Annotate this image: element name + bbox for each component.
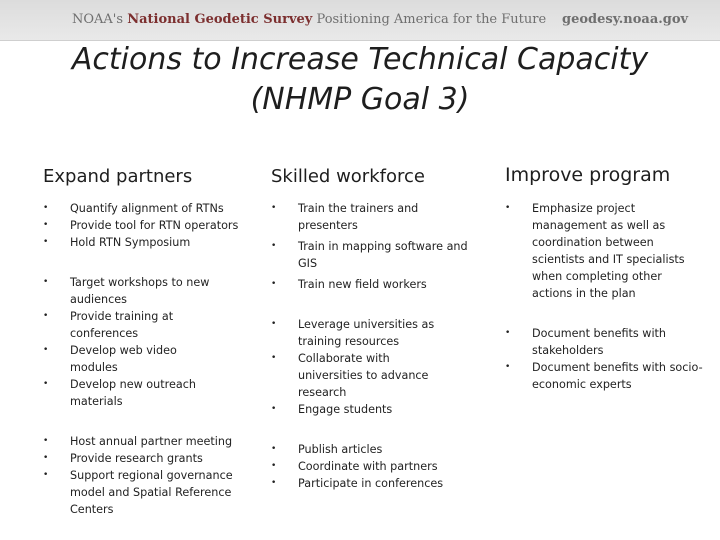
bullet-item: • Host annual partner meeting [43,433,243,450]
bullet-item: • Document benefits with stakeholders [505,325,705,359]
bullet-group [505,325,705,393]
bullet-item: • Publish articles [271,441,471,458]
bullet-item: • Leverage universities as training resources [271,316,451,350]
brand-name: National Geodetic Survey [127,12,313,27]
brand-prefix: NOAA's [72,12,124,27]
bullet-group [271,200,476,293]
slide-title [40,40,680,120]
bullet-item: • Engage students [271,401,451,418]
bullet-item: • Collaborate with universities to advance research [271,350,451,401]
bullet-item: • Emphasize project management as well as coordination between scientists and IT specialists when completing other actions in the plan [505,200,685,302]
bullet-item: • Target workshops to new audiences [43,274,223,308]
bullet-item: • Develop new outreach materials [43,376,223,410]
title-line-1: Actions to Increase Technical Capacity [71,42,649,77]
column-heading: Expand partners [43,166,193,187]
header-banner [0,0,720,41]
column-heading: Improve program [505,164,671,186]
bullet-group [43,200,253,251]
bullet-group [271,441,471,492]
bullet-group [43,274,223,410]
column-heading: Skilled workforce [271,166,425,187]
bullet-item: • Hold RTN Symposium [43,234,253,251]
noaa-ngs-logo [72,12,546,27]
bullet-group [505,200,685,302]
bullet-item: • Train in mapping software and GIS [271,238,476,272]
bullet-item: • Develop web video modules [43,342,223,376]
bullet-item: • Provide research grants [43,450,243,467]
bullet-item: • Train the trainers and presenters [271,200,476,234]
bullet-item: • Participate in conferences [271,475,471,492]
website-url: geodesy.noaa.gov [562,12,689,27]
bullet-item: • Coordinate with partners [271,458,471,475]
bullet-item: • Support regional governance model and Spatial Reference Centers [43,467,243,518]
bullet-group [43,433,243,518]
bullet-group [271,316,451,418]
bullet-item: • Provide training at conferences [43,308,223,342]
bullet-item: • Provide tool for RTN operators [43,217,253,234]
column-expand-partners [43,160,253,518]
brand-tagline: Positioning America for the Future [316,12,547,27]
column-skilled-workforce [271,160,481,492]
bullet-item: • Train new field workers [271,276,476,293]
bullet-item: • Document benefits with socio-economic experts [505,359,705,393]
bullet-item: • Quantify alignment of RTNs [43,200,253,217]
title-line-2: (NHMP Goal 3) [250,82,470,117]
column-improve-program [505,160,710,393]
